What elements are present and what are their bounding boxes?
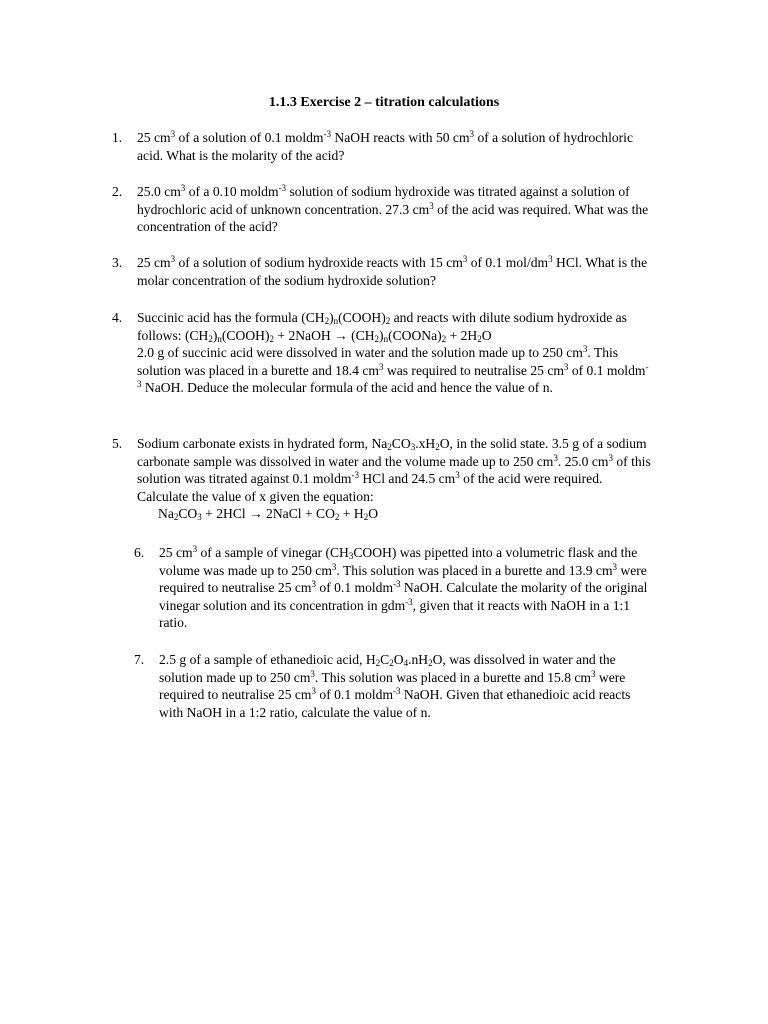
question-6 bbox=[134, 544, 654, 632]
question-number: 6. bbox=[134, 545, 145, 560]
question-text: 25.0 $cm^3$ of a 0.10 moldm$^{-3}$ solution of sodium hydroxide was titrated against a solution of hydrochloric acid of unknown concentration. 27.3 $cm^3$ of the acid was required. What was the concentration of the acid? bbox=[137, 183, 649, 234]
question-text: 25 $cm^3$ of a sample of vinegar $(CH_3COOH)$ was pipetted into a volumetric flask and the volume was made up to 250 $cm^3$. This solution was placed in a burette and 13.9 $cm^3$ were required to neutralise 25 $cm^3$ of 0.1 moldm$^{-3}$ NaOH. Calculate the molarity of the original vinegar solution and its concentration in gdm$^{-3}$, given that it reacts with NaOH in a 1:1 ratio. bbox=[159, 544, 648, 630]
question-1 bbox=[112, 129, 652, 164]
question-number: 1. bbox=[112, 130, 123, 145]
question-text: Sodium carbonate exists in hydrated form, $Na_2CO_3.xH_2O$, in the solid state. 3.5 g of a sodium carbonate sample was dissolved in water and the volume made up to 250 $cm^3$. 25.0 $cm^3$ of this solution was titrated against 0.1 moldm$^{-3}$ HCl and 24.5 $cm^3$ of the acid were required. Calculate the value of x given the equation: $Na_2CO_3 + 2HCl$ → 2NaCl + $CO_2 + H_2O$ bbox=[137, 436, 651, 522]
question-number: 3. bbox=[112, 255, 123, 270]
page-title: 1.1.3 Exercise 2 – titration calculations bbox=[268, 95, 500, 110]
question-3 bbox=[112, 254, 652, 289]
question-number: 4. bbox=[112, 310, 123, 325]
question-text: 25 $cm^3$ of a solution of 0.1 moldm$^{-3}$ NaOH reacts with 50 $cm^3$ of a solution of hydrochloric acid. What is the molarity of the acid? bbox=[137, 129, 633, 163]
question-number: 7. bbox=[134, 652, 145, 667]
question-4 bbox=[112, 309, 652, 397]
question-number: 5. bbox=[112, 436, 123, 451]
question-text: 25 $cm^3$ of a solution of sodium hydroxide reacts with 15 $cm^3$ of 0.1 mol/$dm^3$ HCl. What is the molar concentration of the sodium hydroxide solution? bbox=[137, 254, 648, 288]
question-5 bbox=[112, 435, 652, 523]
question-text: Succinic acid has the formula $(CH_2)_n(COOH)_2$ and reacts with dilute sodium hydroxide as follows: $(CH_2)_n(COOH)_2$ + 2NaOH → $(CH_2)_n(COONa)_2 + 2H_2O$ 2.0 g of succinic acid were dissolved in water and the solution made up to 250 $cm^3$. This solution was placed in a burette and 18.4 $cm^3$ was required to neutralise 25 $cm^3$ of 0.1 moldm$^{-3}$ NaOH. Deduce the molecular formula of the acid and hence the value of n. bbox=[137, 310, 649, 395]
question-text: 2.5 g of a sample of ethanedioic acid, $H_2C_2O_4.nH_2O$, was dissolved in water and the solution made up to 250 $cm^3$. This solution was placed in a burette and 15.8 $cm^3$ were required to neutralise 25 $cm^3$ of 0.1 moldm$^{-3}$ NaOH. Given that ethanedioic acid reacts with NaOH in a 1:2 ratio, calculate the value of n. bbox=[159, 652, 631, 720]
question-number: 2. bbox=[112, 184, 123, 199]
question-7 bbox=[134, 651, 654, 721]
question-2 bbox=[112, 183, 652, 236]
